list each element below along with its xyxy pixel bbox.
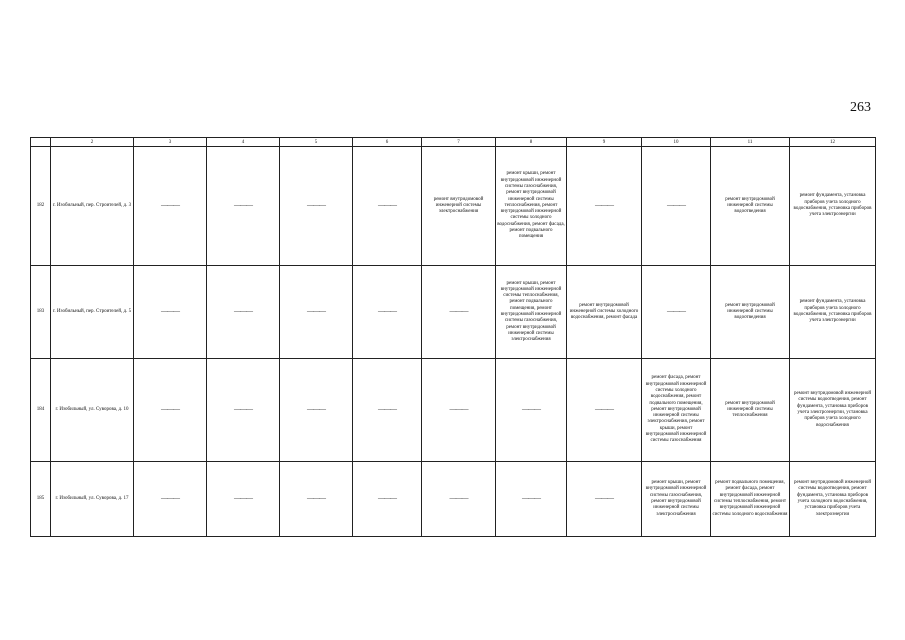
work-cell: ремонт внутридомовой инженерной системы холодного водоснабжения, ремонт фасада [567,266,642,359]
table-row [31,462,876,537]
work-cell: ремонт крыши, ремонт внутридомовой инженерной системы теплоснабжения, ремонт подвального помещения, ремонт внутридомовой инженерной системы газоснабжения, ремонт внутридомовой инженерной системы электроснабжения [496,266,567,359]
work-cell: ——— [280,147,353,266]
column-header-row [31,138,876,147]
column-header: 11 [711,138,790,147]
column-header: 5 [280,138,353,147]
work-cell: ремонт крыши, ремонт внутридомовой инженерной системы газоснабжения, ремонт внутридомовой инженерной системы электроснабжения [642,462,711,537]
column-header: 2 [51,138,134,147]
table-row [31,266,876,359]
work-cell: ——— [567,147,642,266]
work-cell: ремонт подвального помещения, ремонт фасада, ремонт внутридомовой инженерной системы теплоснабжения, ремонт внутридомовой инженерной системы холодного водоснабжения [711,462,790,537]
work-cell: ——— [642,266,711,359]
work-cell: ——— [422,462,496,537]
work-cell: ремонт внутридомовой инженерной системы водоотведения [711,147,790,266]
row-number: 185 [31,462,51,537]
column-header: 6 [353,138,422,147]
work-cell: ——— [496,462,567,537]
work-cell: ——— [207,266,280,359]
address-cell: г. Изобильный, ул. Суворова, д. 17 [51,462,134,537]
work-cell: ——— [496,359,567,462]
column-header [31,138,51,147]
column-header: 12 [790,138,876,147]
work-cell: ——— [642,147,711,266]
work-cell: ——— [134,359,207,462]
row-number: 183 [31,266,51,359]
column-header: 7 [422,138,496,147]
work-cell: ремонт внутридомовой инженерной системы водоотведения, ремонт фундамента, установка приборов учета электроэнергии, установка приборов учета холодного водоснабжения [790,359,876,462]
work-cell: ——— [134,462,207,537]
work-cell: ——— [353,147,422,266]
work-cell: ремонт внутридомовой инженерной системы водоотведения [711,266,790,359]
work-cell: ——— [280,266,353,359]
work-cell: ——— [207,147,280,266]
work-cell: ——— [422,266,496,359]
column-header: 10 [642,138,711,147]
address-cell: г. Изобильный, ул. Суворова, д. 10 [51,359,134,462]
work-cell: ремонт внутридомовой инженерной системы электроснабжения [422,147,496,266]
work-cell: ——— [567,462,642,537]
work-cell: ——— [280,462,353,537]
work-cell: ——— [280,359,353,462]
address-cell: г. Изобильный, пер. Строителей, д. 5 [51,266,134,359]
work-cell: ——— [134,147,207,266]
work-cell: ——— [207,359,280,462]
work-cell: ——— [353,462,422,537]
address-cell: г. Изобильный, пер. Строителей, д. 3 [51,147,134,266]
work-cell: ремонт внутридомовой инженерной системы теплоснабжения [711,359,790,462]
work-cell: ——— [134,266,207,359]
work-cell: ——— [567,359,642,462]
work-schedule-table [30,137,876,537]
column-header: 8 [496,138,567,147]
work-cell: ——— [422,359,496,462]
page-number: 263 [850,100,871,115]
row-number: 182 [31,147,51,266]
work-cell: ремонт фундамента, установка приборов учета холодного водоснабжения, установка приборов учета электроэнергии [790,147,876,266]
row-number: 184 [31,359,51,462]
work-cell: ремонт фундамента, установка приборов учета холодного водоснабжения, установка приборов учета электроэнергии [790,266,876,359]
table-row [31,147,876,266]
work-cell: ремонт внутридомовой инженерной системы водоотведения, ремонт фундамента, установка приборов учета холодного водоснабжения, установка приборов учета электроэнергии [790,462,876,537]
work-cell: ремонт фасада, ремонт внутридомовой инженерной системы холодного водоснабжения, ремонт подвального помещения, ремонт внутридомовой инженерной системы электроснабжения, ремонт крыши, ремонт внутридомовой инженерной системы газоснабжения [642,359,711,462]
work-cell: ——— [207,462,280,537]
table-row [31,359,876,462]
work-cell: ремонт крыши, ремонт внутридомовой инженерной системы газоснабжения, ремонт внутридомовой инженерной системы теплоснабжения, ремонт внутридомовой инженерной системы холодного водоснабжения, ремонт фасада, ремонт подвального помещения [496,147,567,266]
work-cell: ——— [353,359,422,462]
column-header: 4 [207,138,280,147]
column-header: 3 [134,138,207,147]
work-cell: ——— [353,266,422,359]
column-header: 9 [567,138,642,147]
